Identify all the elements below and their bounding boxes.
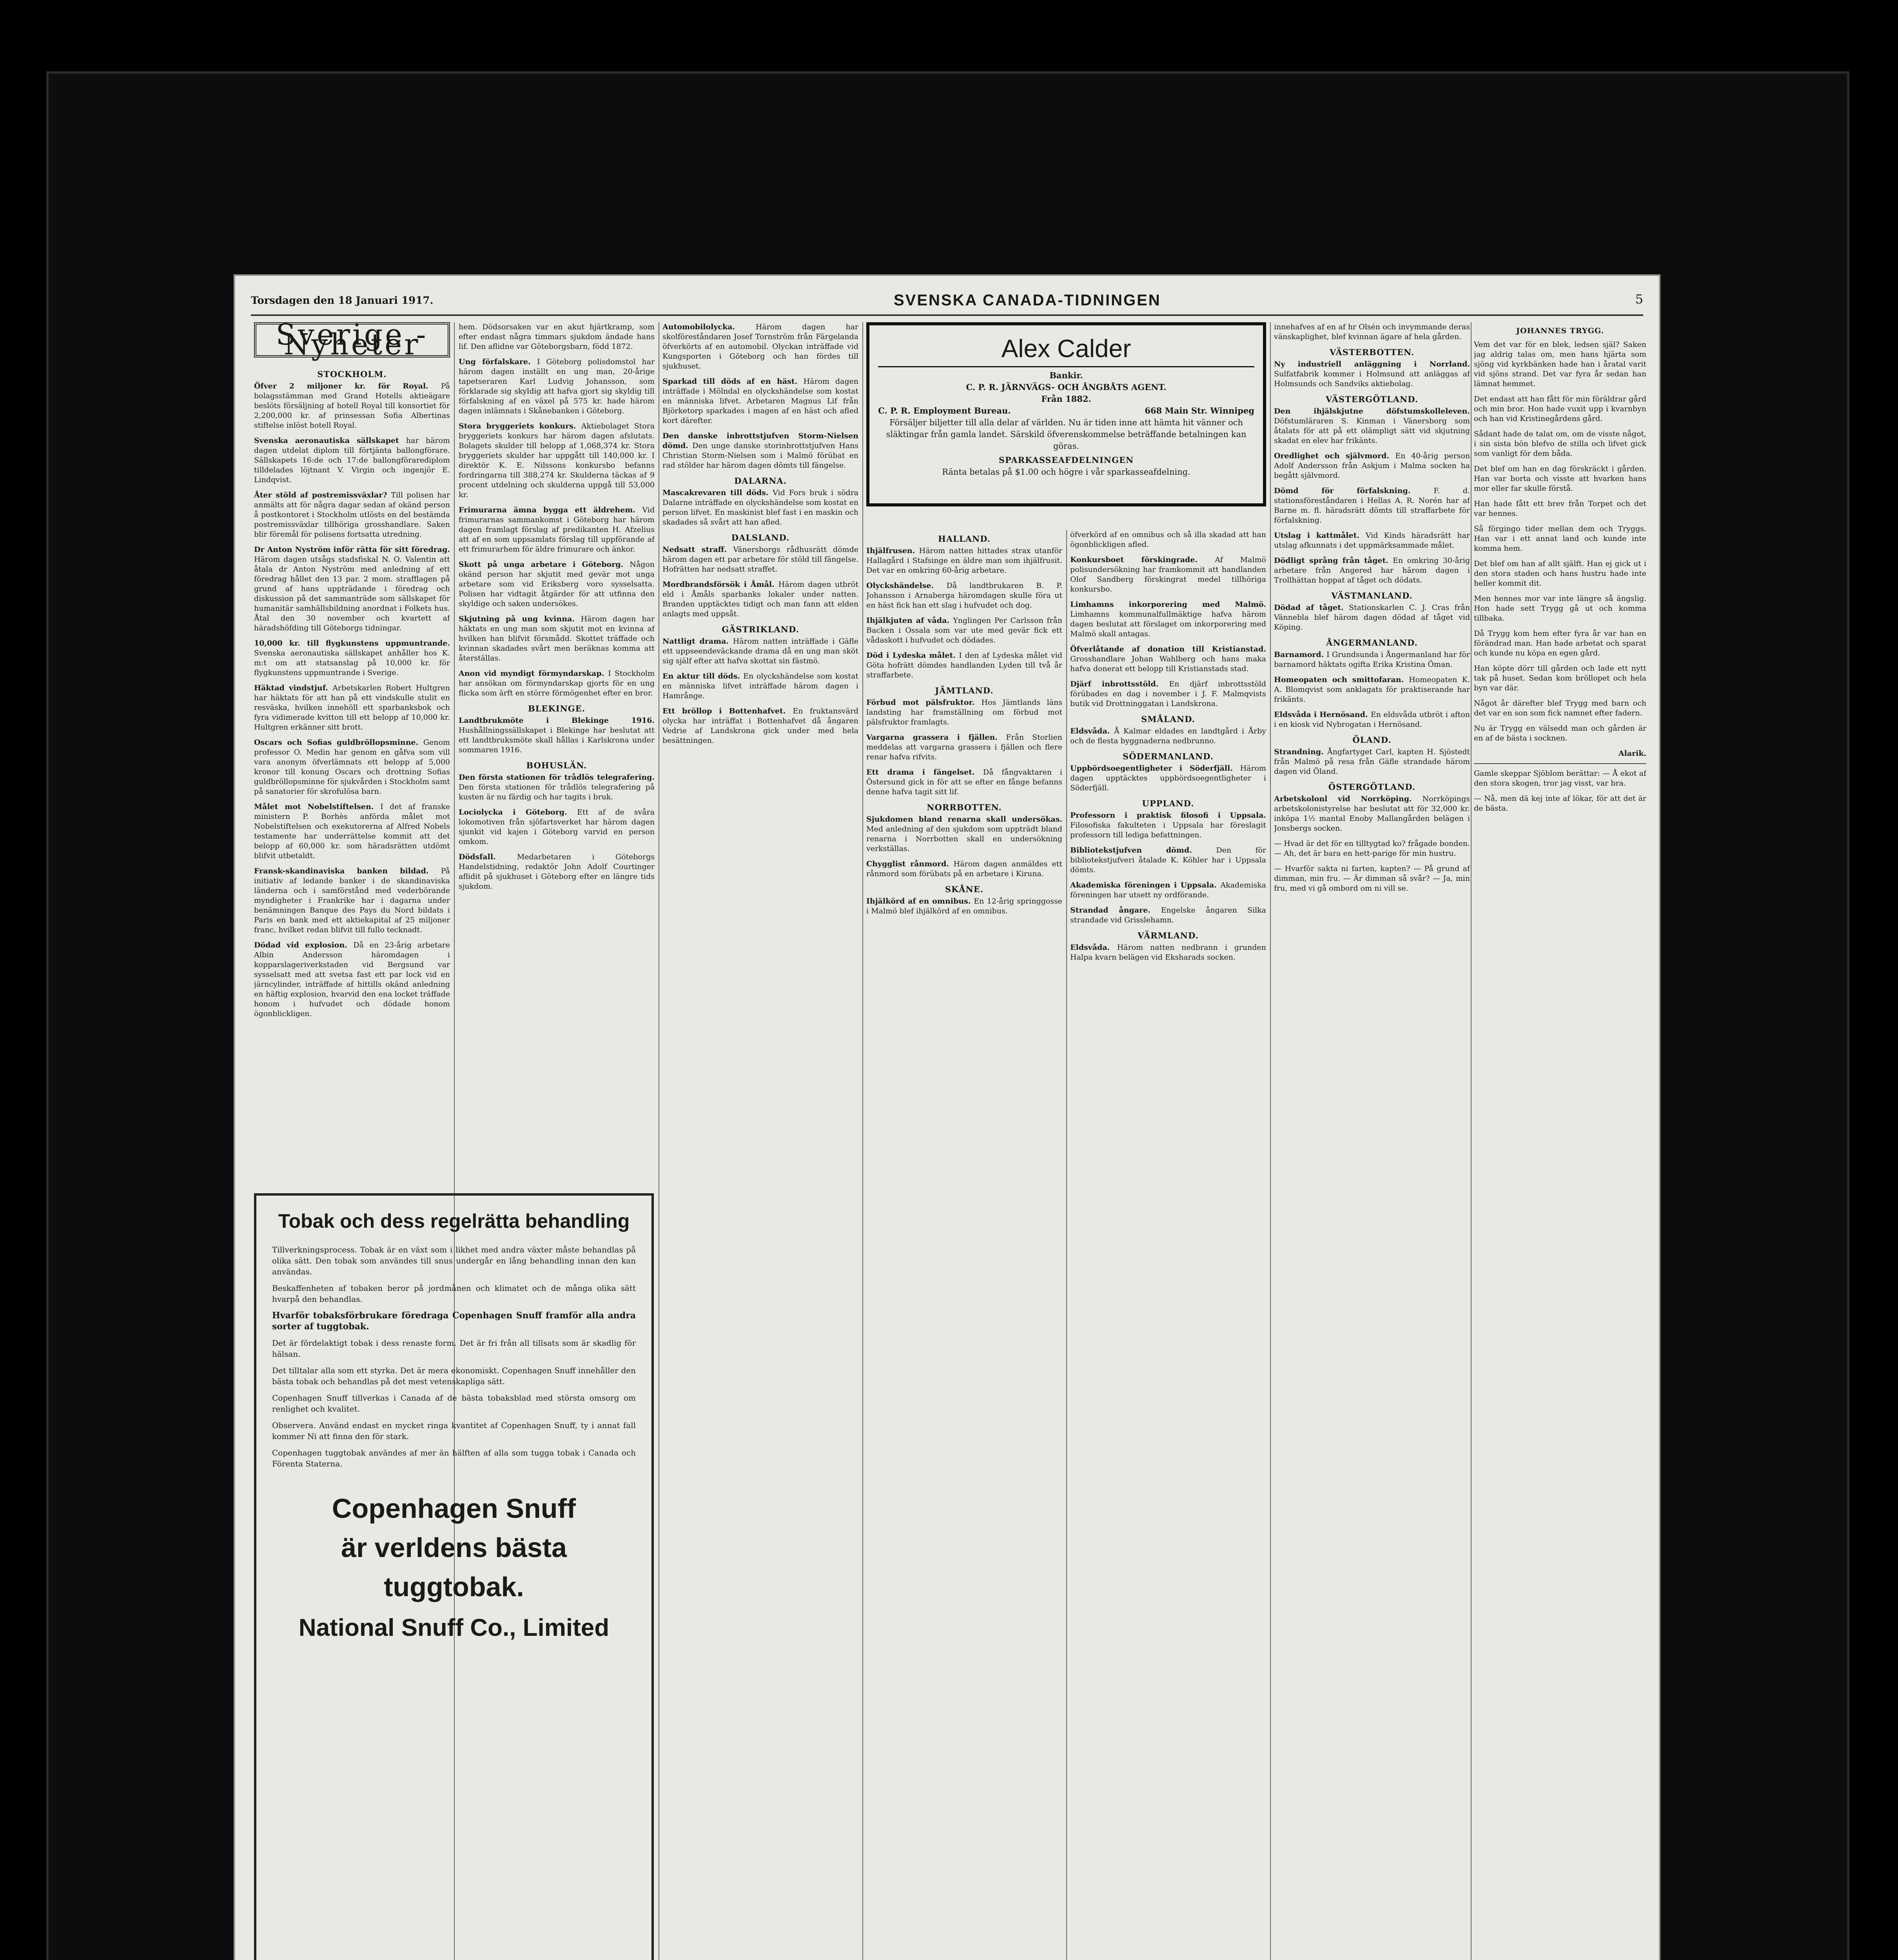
article (1274, 407, 1470, 446)
article-text: Grosshandlare Johan Wahlberg och hans maka hafva donerat ett belopp till Kristianstads stad. (1070, 655, 1266, 673)
article-text: Engelske ångaren Silka strandade vid Grisslehamn. (1070, 906, 1266, 924)
article (662, 431, 858, 470)
article-headline: Skott på unga arbetare i Göteborg. (459, 560, 630, 569)
article-headline: Nattligt drama. (662, 637, 733, 646)
article-text: Härom dagen har häktats en ung man som skjutit mot en kvinna af hvilken han blifvit försmådd. Skottet träffade och kvinnan skadades svårt men beräknas komma att återställas. (459, 615, 655, 662)
article-text: Då en 23-årig arbetare Albin Andersson häromdagen i kopparslageriverkstaden vid Bergsund var sysselsatt med att svetsa fast ett par lock vid en järncylinder, inträffade af hittills okänd anledning en häftig explosion, hvarvid den ena locket träffade honom i hufvudet och dödade honom ögonblickligen. (254, 941, 450, 1018)
article (866, 733, 1062, 762)
article-text: Vid Fors bruk i södra Dalarne inträffade en olyckshändelse som kostat en person lifvet. En maskinist blef fast i en maskin och skadades så svårt att han afled. (662, 488, 858, 526)
article-headline: Den ihjälskjutne döfstumskolleleven. (1274, 407, 1470, 416)
column-5-articles (1070, 530, 1266, 962)
article-text: Hos Jämtlands läns landsting har framställning om förbud mot pälsfruktor framlagts. (866, 698, 1062, 726)
anecdote: Gamle skeppar Sjöblom berättar: — Å ekot af den stora skogen, tror jag visst, var bra. (1474, 769, 1646, 788)
ad-title: Tobak och dess regelrätta behandling (278, 1210, 630, 1232)
article (1274, 839, 1470, 858)
article (1070, 644, 1266, 674)
divider (1474, 763, 1646, 764)
article-text: Döfstumläraren S. Kinman i Vänersborg som åtalats för att på ett olämpligt sätt vid skjutning skadat en elev har frikänts. (1274, 417, 1470, 445)
article-headline: Eldsvåda. (1070, 943, 1117, 952)
article-text: Arbetskarlen Robert Hultgren har häktats för att han på ett vindskulle stulit en resväska, hvilken innehöll ett sparbanksbok och fyra vidimerade kvitton till ett belopp af 10,000 kr. Hultgren erkänner sitt brott. (254, 684, 450, 731)
article-headline: Vargarna grassera i fjällen. (866, 733, 1006, 742)
article (662, 706, 858, 746)
ad-slogan-line: tuggtobak. (384, 1572, 524, 1602)
article (459, 322, 655, 352)
region-heading: STOCKHOLM. (317, 369, 387, 379)
article-headline: Dödsfall. (459, 853, 517, 861)
region-heading: BOHUSLÄN. (526, 760, 587, 770)
article-text: öfverkörd af en omnibus och så illa skadad att han ögonblickligen afled. (1070, 530, 1266, 549)
article (1274, 359, 1470, 389)
story-paragraph: Vem det var för en blek, ledsen själ? Saken jag aldrig talas om, men hans hjärta som sjöng vid kyrkbänken hade han i åratal varit vid sjöns strand. Det var fyra år sedan han lämnat hemmet. (1474, 340, 1646, 388)
story-title: JOHANNES TRYGG. (1516, 327, 1604, 335)
region-heading: SKÅNE. (945, 884, 984, 894)
article (662, 671, 858, 701)
article-headline: Öfver 2 miljoner kr. för Royal. (254, 382, 441, 390)
ad-paragraph: Tillverkningsprocess. Tobak är en växt som i likhet med andra växter måste behandlas på olika sätt. Den tobak som användes till snus undergår en lång behandling innan den kan användas. (272, 1245, 636, 1276)
article-headline: Dömd för förfalskning. (1274, 486, 1434, 495)
article-text: I Göteborg polisdomstol har härom dagen inställt en ung man, 20-årige tapetseraren Karl Ludvig Johansson, som förklarade sig skyldig att hafva gjort sig skyldig till förfalskning af en växel på 575 kr. hade härom dagen inlämnats i Skånebanken i Göteborg. (459, 358, 655, 415)
article-text: Homeopaten K. A. Blomqvist som anklagats för praktiserande har frikänts. (1274, 675, 1470, 704)
article (1274, 486, 1470, 525)
article-headline: Åter stöld af postremissväxlar? (254, 491, 391, 499)
article (866, 546, 1062, 575)
article (1070, 846, 1266, 875)
article-text: En omkring 30-årig arbetare från Angered har härom dagen i Trollhättan hoppat af tåget och dödats. (1274, 556, 1470, 584)
article (1070, 530, 1266, 550)
column-rule (1471, 322, 1472, 1960)
calder-advertisement (866, 322, 1266, 526)
article (1070, 726, 1266, 746)
article-text: Härom natten hittades strax utanför Hallagård i Stafsinge en äldre man som ihjälfrusit. Det var en omkring 60-årig arbetare. (866, 546, 1062, 575)
article-headline: Eldsvåda. (1070, 727, 1114, 735)
article-headline: Professorn i praktisk filosofi i Uppsala. (1070, 811, 1266, 820)
article-text: En olyckshändelse som kostat en människa lifvet inträffade härom dagen i Hamrånge. (662, 672, 858, 700)
article (866, 616, 1062, 645)
article-headline: Akademiska föreningen i Uppsala. (1070, 881, 1221, 889)
story-paragraph: Han köpte dörr till gården och lade ett nytt tak på huset. Sedan kom bröllopet och hela byn var där. (1474, 664, 1646, 692)
story-paragraph: Han hade fått ett brev från Torpet och det var hennes. (1474, 499, 1646, 518)
ad-line: Från 1882. (1041, 394, 1091, 404)
article (662, 637, 858, 666)
article-headline: Ett bröllop i Bottenhafvet. (662, 707, 793, 715)
article (662, 322, 858, 371)
article-text: — Hvarför sakta ni farten, kapten? — På grund af dimman, min fru. — Är dimman så svår? — Ja, min fru, med vi gå ombord om ni vill se. (1274, 864, 1470, 893)
article (866, 768, 1062, 797)
article-headline: Barnamord. (1274, 650, 1327, 659)
article (254, 639, 450, 678)
article (866, 815, 1062, 854)
article-text: Genom professor O. Medin har genom en gåfva som vill vara anonym öfverlämnats ett belopp af 5,000 kronor till konung Oscars och drottning Sofias guldbröllopsminne för sjukvården i Stockholm samt på sanatorier för skrofulösa barn. (254, 738, 450, 796)
story-paragraph: Sådant hade de talat om, om de visste något, i sin sista bön blefvo de stilla och lifvet gick som vanligt för dem båda. (1474, 430, 1646, 458)
article-text: Ynglingen Per Carlsson från Backen i Ossala som var ute med gevär fick ett vådaskott i hufvudet och dödades. (866, 616, 1062, 644)
article-text: Filosofiska fakulteten i Uppsala har föreslagit professorn till lediga befattningen. (1070, 821, 1266, 839)
article (459, 614, 655, 663)
article-text: En djärf inbrottsstöld förübades en dag i november i J. F. Malmqvists butik vid Drottninggatan i Landskrona. (1070, 680, 1266, 708)
article (459, 505, 655, 554)
article-headline: Automobilolycka. (662, 323, 756, 331)
article (254, 866, 450, 935)
article-text: I det af franske ministern P. Borhès anförda målet mot Nobelstiftelsen och exekutorerna af Alfred Nobels testamente har underrättelse kommit att det belopp af 60,000 kr. som häradsrätten utdömt blifvit utbetaldt. (254, 802, 450, 860)
article-headline: Lociolycka i Göteborg. (459, 808, 577, 817)
article-headline: Djärf inbrottsstöld. (1070, 680, 1169, 688)
article-text: Härom natten nedbrann i grunden Halpa kvarn belägen vid Eksharads socken. (1070, 943, 1266, 962)
article-headline: Svenska aeronautiska sällskapet (254, 436, 406, 445)
page-number: 5 (1635, 292, 1643, 307)
article (866, 859, 1062, 879)
article (662, 545, 858, 574)
article-text: En 12-årig springgosse i Malmö blef ihjälkörd af en omnibus. (866, 897, 1062, 915)
ad-highlight: Hvarför tobaksförbrukare föredraga Copenhagen Snuff framför alla andra sorter af tuggtobak. (272, 1310, 636, 1332)
article-text: Sulfatfabrik kommer i Holmsund att anläggas af Holmsunds och Sandviks aktiebolag. (1274, 370, 1470, 388)
story-paragraph: Det blef om han af allt själft. Han ej gick ut i den stora staden och hans hustru hade inte heller kommit dit. (1474, 559, 1646, 588)
article-headline: Fransk-skandinaviska banken bildad. (254, 867, 441, 875)
article-headline: Dödligt språng från tåget. (1274, 556, 1393, 565)
article-headline: Limhamns inkorporering med Malmö. (1070, 600, 1266, 609)
ad-row (878, 405, 1254, 417)
column-1-articles (254, 369, 450, 1019)
ad-line: C. P. R. JÄRNVÄGS- OCH ÅNGBÅTS AGENT. (966, 382, 1167, 392)
article (1274, 322, 1470, 342)
article-text: Akademiska föreningen har utsett ny ordförande. (1070, 881, 1266, 899)
article (1274, 710, 1470, 730)
article-text: Vänersborgs rådhusrätt dömde härom dagen ett par arbetare för stöld till fängelse. Hofrätten har nedsatt straffet. (662, 545, 858, 573)
article-text: Från Storlien meddelas att vargarna grassera i fjällen och flere renar hafva rifvits. (866, 733, 1062, 761)
region-heading: SMÅLAND. (1141, 714, 1195, 724)
story-paragraph: Men hennes mor var inte längre så ängslig. Hon hade sett Trygg gå ut och komma tillbaka. (1474, 594, 1646, 622)
region-heading: SÖDERMANLAND. (1123, 751, 1214, 761)
article (254, 436, 450, 485)
article-headline: Stora bryggeriets konkurs. (459, 422, 581, 430)
newspaper-title: SVENSKA CANADA-TIDNINGEN (894, 292, 1161, 309)
article (1274, 864, 1470, 893)
article-text: Då landtbrukaren B. P. Johansson i Arnaberga häromdagen skulle föra ut en häst fick han ett slag i hufvudet och dog. (866, 581, 1062, 610)
article-text: Å Kalmar eldades en landtgård i Årby och de flesta byggnaderna nedbrunno. (1070, 727, 1266, 745)
article-headline: Förbud mot pälsfruktor. (866, 698, 982, 707)
article-text: I Stockholm har ansökan om förmyndarskap gjorts för en ung flicka som ärft en större förmögenhet efter en bror. (459, 669, 655, 697)
ad-bureau: C. P. R. Employment Bureau. (878, 406, 1011, 416)
article-headline: Dödad af tåget. (1274, 603, 1349, 612)
article-text: I Grundsunda i Ångermanland har för barnamord häktats ogifta Erika Kristina Öman. (1274, 650, 1470, 669)
article-text: F. d. stationsföreståndaren i Hellas A. R. Norén har af Barne m. fl. häradsrätt dömts till straffarbete för förfalskning. (1274, 486, 1470, 524)
region-heading: NORRBOTTEN. (927, 802, 1002, 812)
ad-paragraph: Copenhagen tuggtobak användes af mer än hälften af alla som tugga tobak i Canada och Förenta Staterna. (272, 1448, 636, 1468)
story-paragraph: Något år därefter blef Trygg med barn och det var en son som fick namnet efter fadern. (1474, 699, 1646, 717)
ad-line: Bankir. (1049, 370, 1083, 380)
ad-company: National Snuff Co., Limited (298, 1614, 610, 1641)
article-text: Härom dagen inträffade i Mölndal en olyckshändelse som kostat en människa lifvet. Arbetaren Magnus Lif från Björketorp sparkades i magen af en häst och afled kort därefter. (662, 377, 858, 425)
article (1070, 555, 1266, 594)
article-text: I den af Lydeska målet vid Göta hofrätt dömdes handlanden Lyden till två år straffarbete. (866, 651, 1062, 679)
article-text: Af Malmö polisundersökning har framkommit att handlanden Olof Sandberg förskingrat medel tillhöriga konkursbo. (1070, 555, 1266, 593)
column-3-articles (662, 322, 858, 746)
article (254, 940, 450, 1019)
region-heading: VÄRMLAND. (1138, 931, 1199, 940)
article (866, 581, 1062, 610)
story-paragraph: Nu är Trygg en välsedd man och gården är en af de bästa i socknen. (1474, 724, 1646, 742)
article-headline: Bibliotekstjufven dömd. (1070, 846, 1216, 855)
article-headline: Död i Lydeska målet. (866, 651, 959, 660)
ad-name: Alex Calder (878, 331, 1254, 367)
article-headline: Strandning. (1274, 748, 1327, 756)
story-paragraph: Så förgingo tider mellan dem och Tryggs. Han var i ett annat land och kunde inte komma hem. (1474, 524, 1646, 553)
article-text: Aktiebolaget Stora bryggeriets konkurs har härom dagen afslutats. Bolagets skulder till belopp af 1,068,374 kr. Stora bryggeriets skulder har uppgått till 140,000 kr. I direktör K. E. Nilssons konkursbo befanns fordringarna till 388,274 kr. Skulderna täckas af 9 procent utdelning och skulderna uppgå till 53,000 kr. (459, 422, 655, 499)
article-text: En fruktansvärd olycka har inträffat i Bottenhafvet då ångaren Vedrie af Landskrona gick under med hela besättningen. (662, 707, 858, 745)
article-text: hem. Dödsorsaken var en akut hjärtkramp, som efter endast några timmars sjukdom ändade hans lif. Den aflidne var Göteborgsbarn, född 1872. (459, 323, 655, 351)
article-headline: Uppbördsoegentligheter i Söderfjäll. (1070, 764, 1240, 773)
article (459, 773, 655, 802)
story-paragraph: Då Trygg kom hem efter fyra år var han en förändrad man. Han hade arbetat och sparat och kunde nu köpa en egen gård. (1474, 629, 1646, 657)
region-heading: JÄMTLAND. (935, 686, 994, 695)
article-text: Till polisen har anmälts att för några dagar sedan af okänd person å postkontoret i Stockholm utlösts en del bestämda postremissväxlar tillhöriga grosshandlare. Saken blir föremål för polisens fortsatta utredning. (254, 491, 450, 539)
article-headline: Ett drama i fängelset. (866, 768, 983, 777)
article-headline: Olyckshändelse. (866, 581, 947, 590)
article-headline: Arbetskolonl vid Norrköping. (1274, 795, 1423, 803)
article (459, 421, 655, 500)
ad-body (272, 1244, 636, 1469)
article-headline: Anon vid myndigt förmyndarskap. (459, 669, 608, 678)
article-text: Den unge danske storinbrottstjufven Hans Christian Storm-Nielsen som i Malmö förübat en rad stölder har härom dagen dömts till fängelse. (662, 441, 858, 470)
issue-date: Torsdagen den 18 Januari 1917. (251, 295, 434, 307)
article (459, 357, 655, 416)
article-text: Den första stationen för trådlös telegrafering på kusten är nu färdig och har tagits i bruk. (459, 783, 655, 801)
column-4 (866, 530, 1062, 1960)
article (866, 897, 1062, 916)
article (1274, 556, 1470, 585)
article (662, 377, 858, 426)
newspaper-page (234, 274, 1660, 1960)
article (1274, 650, 1470, 670)
article-text: innehafves af en af hr Olsén och invymmande deras vänskaplighet, blef kvinnan ägare af hela gården. (1274, 323, 1470, 341)
article-headline: Frimurarna ämna bygga ett äldrehem. (459, 506, 642, 514)
article-text: — Hvad är det för en tilltygtad ko? frågade bonden. — Ah, det är bara en hett-parige för min hustru. (1274, 839, 1470, 858)
column-rule (862, 322, 863, 1960)
article-headline: Landtbrukmöte i Blekinge 1916. (459, 716, 655, 725)
article (254, 683, 450, 732)
ad-paragraph: Observera. Använd endast en mycket ringa kvantitet af Copenhagen Snuff, ty i annat fall kommer Ni att finna den för stark. (272, 1421, 636, 1441)
region-heading: VÄSTMANLAND. (1331, 591, 1413, 601)
region-heading: DALSLAND. (731, 533, 790, 543)
article (1070, 943, 1266, 962)
region-heading: ÅNGERMANLAND. (1326, 638, 1418, 648)
region-heading: VÄSTERGÖTLAND. (1325, 394, 1419, 404)
column-5 (1070, 530, 1266, 1960)
running-head (251, 288, 1643, 311)
article-headline: Ung förfalskare. (459, 358, 537, 366)
column-7 (1474, 322, 1646, 1960)
article-headline: Målet mot Nobelstiftelsen. (254, 802, 381, 811)
article-headline: Ihjälfrusen. (866, 546, 919, 555)
article-headline: Eldsvåda i Hernösand. (1274, 710, 1371, 719)
article-text: Härom natten inträffade i Gäfle ett uppseendeväckande drama då en ung man sköt sig själf efter att hafva skottat sin fästmö. (662, 637, 858, 665)
article-headline: Skjutning på ung kvinna. (459, 615, 581, 623)
article (866, 651, 1062, 680)
region-heading: DALARNA. (734, 476, 787, 486)
article-text: Stationskarlen C. J. Cras från Vännebla blef härom dagen dödad af tåget vid Köping. (1274, 603, 1470, 632)
region-heading: UPPLAND. (1142, 799, 1194, 808)
column-6 (1274, 322, 1470, 1960)
article-text: Ångfartyget Carl, kapten H. Sjöstedt från Malmö på resa från Gäfle strandade härom dagen vid Öland. (1274, 748, 1470, 776)
article-text: Någon okänd person har skjutit med gevär mot unga arbetare som vid Eriksberg voro sysselsatta. Polisen har vidtagit åtgärder för att utfinna den skyldige och saken undersökes. (459, 560, 655, 608)
column-3 (662, 322, 858, 1960)
article-text: På bolagsstämman med Grand Hotells aktieägare beslöts försäljning af hotell Royal till konsortiet för 2,200,000 kr. af prinsessan Sofia Albertinas stiftelse inlöst hotell Royal. (254, 382, 450, 430)
article-headline: Ihjälkörd af en omnibus. (866, 897, 974, 906)
article-headline: Den danske inbrottstjufven Storm-Nielsen dömd. (662, 432, 858, 450)
article (1070, 764, 1266, 793)
article (459, 808, 655, 847)
article-text: Härom dagen utbröt eld i Åmåls sparbanks lokaler under natten. Branden upptäcktes tidigt och man fann att elden anlagts med uppsåt. (662, 580, 858, 618)
article (254, 738, 450, 797)
column-rule (1270, 322, 1271, 1960)
article-text: Svenska aeronautiska sällskapet anhåller hos K. m:t om att statsanslag på 10,000 kr. för flygkunstens uppmuntrande i Sverige. (254, 649, 450, 677)
article-headline: Sjukdomen bland renarna skall undersökas. (866, 815, 1062, 824)
anecdote: — Nå, men dä kej inte af lökar, för att det är de bästa. (1474, 794, 1646, 813)
region-heading: BLEKINGE. (528, 704, 586, 713)
article-text: Härom dagen har skolföreståndaren Josef Tornström från Färgelanda öfverkörts af en automobil. Olyckan inträffade vid Kungsporten i Göteborg och han fördes till sjukhuset. (662, 323, 858, 370)
article-headline: Konkursboet förskingrade. (1070, 555, 1215, 564)
region-heading: HALLAND. (938, 534, 991, 544)
ad-paragraph: Det är fördelaktigt tobak i dess renaste form. Det är fri från all tillsats som är skadlig för hälsan. (272, 1338, 636, 1359)
article (254, 802, 450, 861)
article-text: Ett af de svåra lokomotiven från sjöfartsverket har härom dagen sjunkit vid kajen i Göteborg varvid en person omkom. (459, 808, 655, 846)
article-text: Norrköpings arbetskolonistyrelse har beslutat att för 32,000 kr. inköpa 1½ mantal Enoby Mallangården belägen i Jonsbergs socken. (1274, 795, 1470, 833)
article-headline: Chygglist rånmord. (866, 860, 954, 868)
ad-slogan-line: är verldens bästa (341, 1532, 567, 1563)
article (459, 560, 655, 609)
article-text: Då fångvaktaren i Östersund gick in för att se efter en fånge befanns denne hafva tagit sitt lif. (866, 768, 1062, 796)
article-headline: Öfverlåtande af donation till Kristianstad. (1070, 645, 1266, 653)
region-heading: ÖLAND. (1352, 735, 1392, 745)
ad-address: 668 Main Str. Winnipeg (1145, 406, 1254, 416)
article (662, 580, 858, 619)
article (459, 852, 655, 891)
article (1070, 600, 1266, 639)
article-headline: Oscars och Sofias guldbröllopsminne. (254, 738, 423, 747)
region-heading: GÄSTRIKLAND. (722, 624, 799, 634)
article-headline: Häktad vindstjuf. (254, 684, 333, 692)
ad-paragraph: Det tilltalar alla som ett styrka. Det är mera ekonomiskt. Copenhagen Snuff innehåller den bästa tobak och behandlas på det mest vetenskapliga sätt. (272, 1366, 636, 1386)
calder-ad-box (866, 322, 1266, 506)
article-text: Limhamns kommunalfullmäktige hafva härom dagen beslutat att förslaget om inkorporering med Malmö skall antagas. (1070, 610, 1266, 638)
article-headline: Sparkad till döds af en häst. (662, 377, 804, 386)
article (254, 490, 450, 539)
article-headline: Strandad ångare. (1070, 906, 1161, 915)
article (254, 381, 450, 430)
article-text: Med anledning af den sjukdom som uppträdt bland renarna i Norrbotten skall en undersökning verkställas. (866, 825, 1062, 853)
article (1274, 451, 1470, 481)
article-text: Härom dagen anmäldes ett rånmord som förübats på en arbetare i Kiruna. (866, 860, 1062, 878)
article-text: Medarbetaren i Göteborgs Handelstidning, redaktör John Adolf Courtinger aflidit på sjukhuset i Göteborg efter en längre tids sjukdom. (459, 853, 655, 891)
article (1070, 880, 1266, 900)
column-4-articles (866, 534, 1062, 916)
article-headline: Dr Anton Nyström inför rätta för sitt föredrag. (254, 545, 450, 554)
article-text: Vid Kinds häradsrätt har utslag afkunnats i det uppmärksammade målet. (1274, 531, 1470, 550)
article (1274, 747, 1470, 777)
article-headline: Mascakrevaren till döds. (662, 488, 773, 497)
ad-slogan-line: Copenhagen Snuff (332, 1493, 576, 1524)
region-heading: ÖSTERGÖTLAND. (1328, 782, 1416, 792)
ad-savings-head: SPARKASSEAFDELNINGEN (998, 455, 1134, 465)
article-text: har härom dagen utdelat diplom till förtjänta ballongförare. Sällskapets 16:de och 17:de ballongförarediplom tilldelades löjtnant V. Virgin och ingenjör E. Lindqvist. (254, 436, 450, 484)
column-rule (1066, 530, 1067, 1960)
article (459, 669, 655, 698)
story-paragraph: Det blef om han en dag förskräckt i gården. Han var borta och visste att hvarken hans mor eller far skulle förstå. (1474, 465, 1646, 493)
article (1070, 679, 1266, 709)
article (1274, 603, 1470, 632)
column-1 (254, 322, 450, 1185)
article (866, 698, 1062, 727)
ad-paragraph: Beskaffenheten af tobaken beror på jordmånen och klimatet och de många olika sätt hvarpå den behandlas. (272, 1283, 636, 1304)
article-text: Den för bibliotekstjufveri åtalade K. Köhler har i Uppsala dömts. (1070, 846, 1266, 874)
article-headline: 10,000 kr. till flygkunstens uppmuntrande. (254, 639, 450, 648)
article (459, 716, 655, 755)
story-body (1474, 340, 1646, 743)
article-text: En 40-årig person Adolf Andersson från Askjum i Malma socken ha begått självmord. (1274, 452, 1470, 480)
article (1274, 675, 1470, 704)
article-text: Vid frimurarnas sammankomst i Göteborg har härom dagen framlagt förslag af predikanten H. Afzelius att af en som uppsamlats förslag till uppförande af ett frimurarhem för äldre frimurare och änkor. (459, 506, 655, 554)
article-headline: Nedsatt straff. (662, 545, 733, 554)
article-headline: Homeopaten och smittofaran. (1274, 675, 1409, 684)
article (1070, 811, 1266, 840)
article-text: Hushållningssällskapet i Blekinge har beslutat att ett landtbruksmöte skall hållas i Karlskrona under sommaren 1916. (459, 726, 655, 754)
article-headline: Mordbrandsförsök i Åmål. (662, 580, 778, 589)
ad-paragraph: Copenhagen Snuff tillverkas i Canada af de bästa tobaksblad med största omsorg om renlighet och kvalitet. (272, 1393, 636, 1414)
section-masthead: Sverige - Nyheter (254, 322, 450, 358)
article-text: På initiativ af ledande banker i de skandinaviska länderna och i samförstånd med vederbörande myndigheter i Frankrike har i dagarna under benämningen Banque des Pays du Nord bildats i Paris en bank med ett aktiekapital af 25 miljoner franc, hvilket redan blifvit till fullo tecknadt. (254, 867, 450, 934)
article (1274, 531, 1470, 550)
article (1070, 906, 1266, 925)
column-2-articles (459, 322, 655, 891)
ad-slogan (272, 1489, 636, 1606)
story-paragraph: Det endast att han fått för min föräldrar gård och min bror. Hon hade vuxit upp i kvarnbyn och han vid Kristinegårdens gård. (1474, 395, 1646, 423)
ad-text: Försäljer biljetter till alla delar af världen. Nu är tiden inne att hämta hit vänner och släktingar från gamla landet. Särskild öfverenskommelse beträffande betalningen kan göras. (886, 418, 1247, 451)
article (254, 545, 450, 633)
article-text: Härom dagen upptäcktes uppbördsoegentligheter i Söderfjäll. (1070, 764, 1266, 792)
tobacco-advertisement (254, 1193, 654, 1960)
article-text: Härom dagen utsågs stadsfiskal N. O. Valentin att åtala dr Anton Nyström med anledning af ett föredrag hållet den 13 par. 2 mom. strafflagen på grund af hans uppträdande i föredrag och diskussion på det sammanträde som sällskapet för humanitär samhällsbildning anordnat i Folkets hus. Åtal den 30 november och kvartett af häradshöfding till Göteborgs tidningar. (254, 555, 450, 632)
article-text: En eldsvåda utbröt i afton i en kiosk vid Nybrogatan i Hernösand. (1274, 710, 1470, 729)
article-headline: Ny industriell anläggning i Norrland. (1274, 360, 1470, 368)
article (1274, 794, 1470, 833)
article-headline: Oredlighet och självmord. (1274, 452, 1395, 460)
article-headline: Den första stationen för trådlös telegrafering. (459, 773, 655, 782)
article-headline: En aktur till döds. (662, 672, 744, 681)
article-headline: Ihjälkjuten af våda. (866, 616, 953, 625)
article-headline: Dödad vid explosion. (254, 941, 354, 949)
column-6-articles (1274, 322, 1470, 893)
story-signature: Alarik. (1618, 749, 1646, 758)
article (662, 488, 858, 527)
article-headline: Utslag i kattmålet. (1274, 531, 1366, 540)
region-heading: VÄSTERBOTTEN. (1329, 347, 1415, 357)
ad-savings-text: Ränta betalas på $1.00 och högre i vår sparkasseafdelning. (942, 467, 1190, 477)
header-rule (251, 314, 1643, 316)
